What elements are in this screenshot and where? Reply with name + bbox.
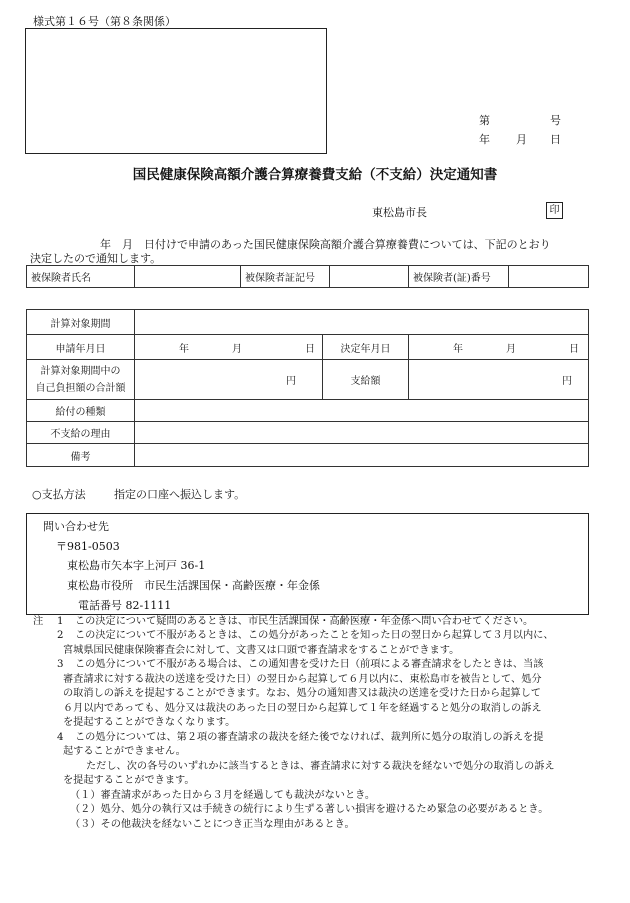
doc-number-dai: 第: [479, 114, 490, 127]
issuer: 東松島市長: [372, 206, 427, 219]
note-2b: 宮城県国民健康保険審査会に対して、文書又は口頭で審査請求をすることができます。: [63, 645, 460, 656]
remarks-value: [135, 444, 589, 467]
contact-title: 問い合わせ先: [43, 520, 109, 533]
detail-table: [26, 309, 589, 467]
intro-line-1: 年 月 日付けで申請のあった国民健康保険高額介護合算療養費については、下記のとおり: [100, 238, 551, 251]
benefit-type-label: 給付の種類: [27, 400, 135, 422]
doc-date-year: 年: [479, 133, 490, 146]
contact-address: 東松島市矢本字上河戸 36-1: [67, 559, 206, 572]
payment-method-text: 指定の口座へ振込します。: [114, 488, 246, 501]
note-sub-1: （１）審査請求があった日から３月を経過しても裁決がないとき。: [70, 790, 376, 801]
note-2-num: 2: [57, 630, 64, 641]
note-sub-3: （３）その他裁決を経ないことにつき正当な理由があるとき。: [70, 819, 355, 830]
apply-date-label: 申請年月日: [27, 335, 135, 360]
non-payment-reason-label: 不支給の理由: [27, 422, 135, 444]
payment-amount-yen: 円: [409, 360, 589, 400]
apply-day: 日: [305, 343, 315, 355]
payment-method-label: ○支払方法: [32, 488, 86, 501]
insured-table: [26, 265, 589, 288]
note-4-num: 4: [57, 732, 64, 743]
insured-cert-value: [330, 266, 409, 288]
self-pay-yen: 円: [135, 360, 323, 400]
note-3d: ６月以内であっても、処分又は裁決のあった日の翌日から起算して１年を経過すると処分の取消しの訴え: [63, 703, 542, 714]
insured-number-label: 被保険者(証)番号: [409, 266, 509, 288]
decision-day: 日: [569, 343, 579, 355]
notes-head: 注: [33, 616, 44, 627]
decision-date-label: 決定年月日: [323, 335, 409, 360]
decision-year: 年: [453, 343, 463, 355]
insured-cert-label: 被保険者証記号: [241, 266, 330, 288]
note-1-num: 1: [57, 616, 64, 627]
remarks-label: 備考: [27, 444, 135, 467]
doc-date-month: 月: [516, 133, 527, 146]
insured-number-value: [509, 266, 589, 288]
apply-date-value: [135, 335, 323, 360]
period-label: 計算対象期間: [27, 310, 135, 335]
note-2a: この決定について不服があるときは、この処分があったことを知った日の翌日から起算して３月以内に、: [75, 630, 554, 641]
doc-date-day: 日: [550, 133, 561, 146]
seal-mark: 印: [546, 202, 563, 219]
note-4a: この処分については、第２項の審査請求の裁決を経た後でなければ、裁判所に処分の取消しの訴えを提: [75, 732, 544, 743]
note-4c: ただし、次の各号のいずれかに該当するときは、審査請求に対する裁決を経ないで処分の取消しの訴え: [86, 761, 555, 772]
decision-date-value: [409, 335, 589, 360]
insured-name-label: 被保険者氏名: [27, 266, 135, 288]
contact-phone: 電話番号 82-1111: [78, 599, 172, 612]
page-title: 国民健康保険高額介護合算療養費支給（不支給）決定通知書: [132, 167, 498, 183]
note-3a: この処分について不服がある場合は、この通知書を受けた日（前項による審査請求をしたときは、当該: [75, 659, 544, 670]
note-4d: を提起することができます。: [63, 775, 195, 786]
decision-month: 月: [506, 343, 516, 355]
payment-amount-label: 支給額: [323, 360, 409, 400]
intro-line-2: 決定したので通知します。: [30, 252, 162, 265]
note-sub-2: （２）処分、処分の執行又は手続きの続行により生ずる著しい損害を避けるため緊急の必要があるとき。: [70, 804, 549, 815]
period-value: [135, 310, 589, 335]
address-box: [25, 28, 327, 154]
self-pay-label: 計算対象期間中の 自己負担額の合計額: [27, 360, 135, 400]
doc-number-go: 号: [550, 114, 561, 127]
form-number: 様式第１６号（第８条関係）: [33, 15, 176, 28]
contact-postal: 〒981-0503: [56, 540, 120, 553]
apply-month: 月: [232, 343, 242, 355]
apply-year: 年: [179, 343, 189, 355]
note-3b: 審査請求に対する裁決の送達を受けた日）の翌日から起算して６月以内に、東松島市を被告として、処分: [63, 674, 542, 685]
note-3e: を提起することができなくなります。: [63, 717, 236, 728]
note-4b: 起することができません。: [63, 746, 186, 757]
note-1: この決定について疑問のあるときは、市民生活課国保・高齢医療・年金係へ問い合わせてください。: [75, 616, 534, 627]
insured-name-value: [135, 266, 241, 288]
contact-office: 東松島市役所 市民生活課国保・高齢医療・年金係: [67, 579, 320, 592]
note-3-num: 3: [57, 659, 64, 670]
non-payment-reason-value: [135, 422, 589, 444]
benefit-type-value: [135, 400, 589, 422]
note-3c: の取消しの訴えを提起することができます。なお、処分の通知書又は裁決の送達を受けた日から起算して: [63, 688, 541, 699]
